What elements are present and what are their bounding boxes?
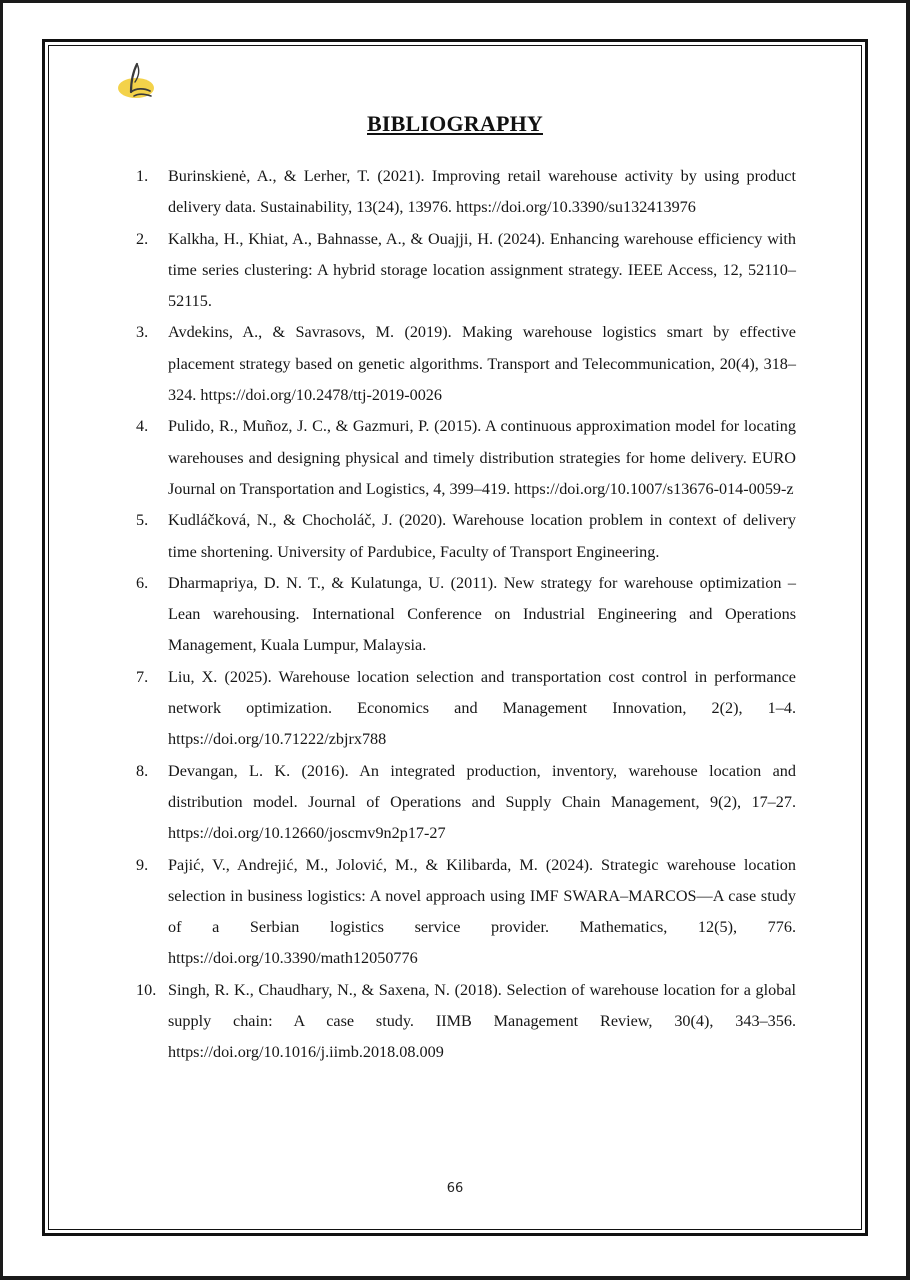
entry-number: 10. — [136, 980, 157, 999]
entry-number: 5. — [136, 511, 149, 530]
entry-citation: Kalkha, H., Khiat, A., Bahnasse, A., & Ouajji, H. (2024). Enhancing warehouse efficiency with time series clustering: A hybrid storage location assignment strategy. IEEE Access, 12, 52110–52115. — [168, 229, 796, 311]
bibliography-entry — [136, 975, 796, 1069]
bibliography-entry — [136, 505, 796, 568]
bibliography-entry — [136, 161, 796, 224]
bibliography-entry — [136, 224, 796, 318]
entry-citation: Devangan, L. K. (2016). An integrated production, inventory, warehouse location and distribution model. Journal of Operations and Supply Chain Management, 9(2), 17–27. https://doi.org/10.12660/joscmv9n2p17-27 — [168, 761, 796, 843]
bibliography-entry — [136, 411, 796, 505]
entry-number: 6. — [136, 573, 149, 592]
bibliography-entry — [136, 662, 796, 756]
entry-citation: Pajić, V., Andrejić, M., Jolović, M., & Kilibarda, M. (2024). Strategic warehouse location selection in business logistics: A novel approach using IMF SWARA–MARCOS—A case study of a Serbian logistics service provider. Mathematics, 12(5), 776. https://doi.org/10.3390/math12050776 — [168, 855, 796, 968]
entry-citation: Singh, R. K., Chaudhary, N., & Saxena, N. (2018). Selection of warehouse location for a global supply chain: A case study. IIMB Management Review, 30(4), 343–356. https://doi.org/10.1016/j.iimb.2018.08.009 — [168, 980, 796, 1062]
entry-citation: Dharmapriya, D. N. T., & Kulatunga, U. (2011). New strategy for warehouse optimization – Lean warehousing. International Conference on Industrial Engineering and Operations Management, Kuala Lumpur, Malaysia. — [168, 573, 796, 655]
page-title: BIBLIOGRAPHY — [367, 111, 543, 136]
entry-number: 9. — [136, 855, 149, 874]
entry-number: 2. — [136, 229, 149, 248]
page-number: 66 — [446, 1181, 464, 1196]
entry-citation: Pulido, R., Muñoz, J. C., & Gazmuri, P. (2015). A continuous approximation model for locating warehouses and designing physical and timely distribution strategies for home delivery. EURO Journal on Transportation and Logistics, 4, 399–419. https://doi.org/10.1007/s13676-014-0059-z — [168, 417, 796, 498]
bibliography-entry — [136, 317, 796, 411]
entry-number: 1. — [136, 167, 149, 185]
entry-citation: Kudláčková, N., & Chocholáč, J. (2020). Warehouse location problem in context of delivery time shortening. University of Pardubice, Faculty of Transport Engineering. — [168, 511, 796, 561]
bibliography-entry — [136, 568, 796, 662]
entry-citation: Avdekins, A., & Savrasovs, M. (2019). Making warehouse logistics smart by effective placement strategy based on genetic algorithms. Transport and Telecommunication, 20(4), 318–324. https://doi.org/10.2478/ttj-2019-0026 — [168, 323, 796, 405]
entry-number: 8. — [136, 761, 149, 780]
entry-number: 3. — [136, 323, 149, 342]
bibliography-list — [136, 161, 796, 1069]
entry-citation: Burinskienė, A., & Lerher, T. (2021). Improving retail warehouse activity by using product delivery data. Sustainability, 13(24), 13976. https://doi.org/10.3390/su132413976 — [168, 167, 796, 217]
bibliography-entry — [136, 850, 796, 975]
bibliography-entry — [136, 756, 796, 850]
entry-number: 7. — [136, 667, 149, 686]
entry-citation: Liu, X. (2025). Warehouse location selection and transportation cost control in performance network optimization. Economics and Management Innovation, 2(2), 1–4. https://doi.org/10.71222/zbjrx788 — [168, 667, 796, 749]
entry-number: 4. — [136, 417, 149, 436]
quill-pen-icon — [114, 60, 162, 102]
